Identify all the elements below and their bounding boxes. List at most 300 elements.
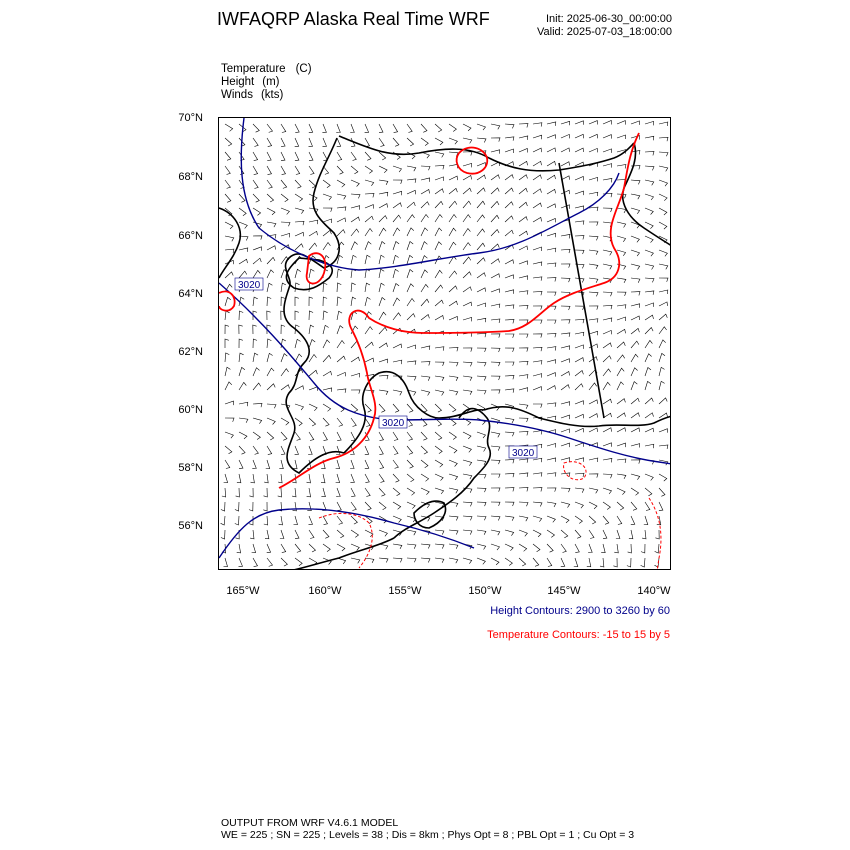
wind-barb [393, 203, 402, 208]
wind-barb [351, 166, 358, 174]
wind-barb [323, 219, 332, 223]
wind-barb [645, 194, 654, 200]
wind-barb [365, 138, 370, 147]
wind-barb [477, 273, 486, 278]
wind-barb [631, 194, 640, 199]
wind-barb [645, 340, 652, 348]
wind-barb [379, 327, 387, 334]
wind-barb [519, 375, 528, 379]
wind-barb [631, 413, 640, 418]
wind-barb [631, 278, 640, 283]
wind-barb [519, 276, 528, 280]
wind-barb [225, 166, 230, 175]
wind-barb [561, 458, 570, 462]
wind-barb [295, 311, 299, 320]
wind-barb [393, 390, 402, 395]
wind-barb [463, 272, 471, 278]
wind-barb [407, 270, 413, 279]
wind-barb [265, 530, 269, 539]
wind-barb [321, 488, 325, 497]
wind-barb [435, 316, 444, 321]
wind-barb [449, 242, 456, 250]
wind-barb [519, 175, 528, 180]
wind-barb [601, 544, 605, 553]
wind-barb [267, 353, 273, 362]
wind-barb [519, 404, 528, 409]
wind-barb [239, 248, 248, 252]
wind-barb [336, 124, 340, 133]
wind-barb [421, 190, 430, 195]
wind-barb [225, 222, 233, 229]
wind-barb [603, 135, 612, 139]
wind-barb [309, 516, 313, 525]
wind-barb [309, 231, 318, 236]
wind-barb [365, 205, 374, 209]
wind-barb [323, 297, 327, 306]
wind-barb [309, 269, 314, 278]
wind-barb [421, 376, 430, 381]
wind-barb [519, 291, 528, 295]
wind-barb [491, 376, 500, 380]
wind-barb [351, 357, 360, 362]
wind-barb [617, 317, 626, 321]
wind-barb [617, 292, 626, 296]
wind-barb [421, 242, 427, 250]
wind-barb [533, 558, 539, 566]
wind-barb [631, 354, 638, 362]
wind-barb [505, 516, 514, 521]
wind-barb [225, 236, 234, 241]
wind-barb [295, 194, 303, 201]
wind-barb [631, 250, 640, 256]
wind-barb [533, 189, 542, 194]
wind-barb [281, 138, 285, 147]
wind-barb [281, 369, 289, 376]
wind-barb [252, 460, 256, 469]
wind-barb [379, 390, 388, 395]
wind-barb [281, 208, 289, 214]
wind-barb [519, 217, 527, 222]
wind-barb [239, 558, 243, 567]
wind-barb [589, 331, 598, 335]
wind-barb [309, 544, 316, 552]
height-contour-north [219, 283, 671, 464]
wind-barb [278, 474, 282, 483]
wind-barb [631, 502, 637, 510]
wind-barb [379, 269, 384, 278]
wind-barb [449, 516, 458, 521]
wind-barb [337, 180, 345, 187]
wind-barb [407, 299, 414, 307]
wind-barb [631, 460, 640, 464]
wind-barb [519, 473, 528, 477]
wind-barb [249, 502, 253, 511]
temperature-contours [219, 133, 661, 570]
wind-barb [279, 460, 283, 469]
wind-barb [435, 201, 443, 208]
wind-barb [561, 530, 568, 538]
wind-barb [463, 287, 472, 292]
wind-barb [253, 297, 258, 306]
wind-barb [547, 544, 553, 552]
wind-barb [267, 152, 271, 161]
wind-barb [407, 179, 416, 183]
wind-barb [505, 544, 513, 551]
wind-barb [449, 124, 456, 132]
wind-barb [379, 343, 388, 348]
wind-barb [407, 215, 415, 222]
wind-barb [575, 544, 579, 553]
wind-barb [407, 502, 415, 509]
wind-barb [407, 558, 416, 562]
wind-barb [295, 180, 301, 188]
wind-barb [505, 305, 514, 309]
wind-barb [379, 255, 384, 264]
wind-barb [267, 339, 271, 348]
wind-barb [491, 474, 500, 478]
wind-barb [421, 270, 428, 278]
wind-barb [435, 228, 442, 236]
wind-barb [617, 459, 626, 463]
wind-barb [421, 432, 427, 440]
wind-barb [505, 348, 514, 352]
wind-barb [477, 446, 486, 452]
wind-barb [252, 544, 256, 553]
wind-barb [659, 474, 667, 481]
wind-barb [295, 232, 304, 236]
wind-barb [393, 298, 400, 306]
wind-barb [337, 389, 346, 393]
wind-barb [253, 403, 262, 407]
wind-barb [435, 347, 444, 351]
wind-barb [477, 215, 485, 222]
wind-barb [435, 474, 443, 481]
wind-barb [435, 376, 444, 381]
wind-barb [421, 166, 430, 170]
wind-barb [407, 432, 413, 440]
wind-barb [351, 229, 359, 236]
wind-barb [337, 530, 344, 538]
wind-barb [561, 385, 569, 390]
wind-barb [365, 269, 370, 278]
wind-barb [491, 544, 500, 550]
wind-barb [225, 460, 230, 469]
wind-barb [449, 271, 457, 278]
field-temperature: Temperature (C) [221, 63, 312, 75]
wind-barb [617, 355, 625, 362]
wind-barb [337, 311, 342, 320]
wind-barb [477, 175, 486, 180]
wind-barb [407, 345, 416, 349]
field-legend [221, 63, 312, 102]
wind-barb [519, 246, 528, 250]
map-plot-area [218, 117, 671, 570]
wind-barb [309, 124, 313, 133]
wind-barb [533, 262, 542, 266]
wind-barb [253, 138, 258, 147]
wind-barb [321, 474, 325, 483]
wind-barb [631, 328, 639, 334]
wind-barb [603, 516, 609, 524]
wind-barb [421, 474, 429, 481]
wind-barb [659, 502, 663, 511]
wind-barb [589, 134, 598, 138]
wind-barb [449, 404, 456, 412]
wind-barb [617, 443, 626, 447]
wind-barb [575, 530, 581, 538]
wind-barb [463, 390, 472, 395]
wind-barb [519, 124, 528, 128]
wind-barb [659, 278, 668, 282]
wind-barb [421, 446, 428, 454]
wind-barb [603, 488, 612, 494]
wind-barb [393, 284, 399, 293]
field-height: Height (m) [221, 76, 280, 88]
wind-barb [659, 152, 668, 156]
wind-barb [365, 558, 374, 563]
wind-barb [266, 460, 270, 469]
wind-barb [561, 320, 570, 324]
wind-barb [267, 194, 274, 202]
wind-barb [435, 446, 442, 454]
wind-barb [533, 374, 542, 378]
wind-barb [295, 269, 301, 278]
wind-barb [463, 243, 471, 250]
wind-barb [547, 219, 556, 223]
wind-barb [589, 292, 598, 296]
wind-barb [505, 418, 514, 423]
wind-barb [239, 208, 246, 216]
wind-barb [547, 148, 556, 152]
wind-barb [533, 334, 542, 338]
wind-barb [449, 460, 457, 467]
temperature-contours-note: Temperature Contours: -15 to 15 by 5 [487, 629, 670, 641]
wind-barb [603, 208, 612, 212]
wind-barb [477, 288, 486, 292]
wind-barb [235, 516, 239, 525]
wind-barb [589, 222, 598, 226]
field-winds: Winds (kts) [221, 89, 284, 101]
wind-barb [631, 474, 640, 480]
wind-barb [589, 400, 598, 404]
chukotka-coast [219, 208, 240, 278]
wind-barb [659, 367, 665, 376]
wind-barb [393, 124, 398, 133]
wind-barb [547, 360, 556, 364]
wind-barb [337, 230, 345, 236]
wind-barb [225, 180, 230, 188]
wind-barb [631, 208, 640, 214]
wind-barb [645, 166, 654, 170]
wind-barb [491, 446, 500, 451]
wind-barb [589, 383, 597, 390]
wind-barb [225, 194, 231, 202]
wind-barb [603, 474, 612, 478]
wind-barb [589, 474, 598, 478]
wind-barb [547, 473, 556, 477]
wind-barb [561, 121, 570, 125]
wind-barb [253, 383, 261, 390]
wind-barb [253, 166, 258, 175]
wind-barb [435, 460, 443, 467]
wind-barb [617, 488, 625, 495]
wind-barb [407, 138, 414, 146]
wind-barb [435, 544, 444, 549]
wind-barb [449, 474, 458, 480]
model-info-footer [221, 817, 634, 841]
wind-barb [337, 516, 343, 524]
wind-barb [491, 530, 500, 535]
wind-barb [323, 243, 330, 251]
wind-barb [239, 271, 247, 278]
wind-barb [505, 460, 514, 464]
wind-barb [351, 242, 358, 250]
wind-barb [253, 180, 258, 189]
wind-barb [477, 390, 486, 394]
wind-barb [393, 544, 402, 549]
wind-barb [463, 558, 472, 564]
wind-barb [463, 163, 472, 167]
wind-barb [365, 488, 370, 497]
wind-barb [351, 544, 359, 551]
wind-barb [561, 333, 570, 337]
wind-barb [641, 544, 645, 553]
wind-barb [519, 544, 527, 551]
wind-barb [533, 404, 542, 408]
wind-barb [351, 283, 356, 292]
wind-barb [631, 341, 639, 348]
wind-barb [393, 255, 399, 264]
wind-barb [407, 474, 414, 482]
height-contours-note: Height Contours: 2900 to 3260 by 60 [490, 605, 670, 617]
wind-barb [477, 303, 486, 307]
wind-barb [547, 263, 556, 267]
wind-barb [589, 428, 598, 432]
wind-barb [253, 418, 262, 424]
wind-barb [379, 544, 388, 549]
footer-model-line: OUTPUT FROM WRF V4.6.1 MODEL [221, 817, 399, 829]
wind-barb [236, 488, 240, 497]
wind-barb [505, 275, 514, 279]
wind-barb [264, 516, 268, 525]
wind-barb [659, 445, 668, 449]
wind-barb [463, 376, 472, 381]
wind-barb [225, 382, 232, 390]
wind-barb [561, 402, 570, 406]
wind-barb [589, 306, 598, 310]
wind-barb [379, 298, 385, 307]
wind-barb [659, 314, 667, 320]
wind-barb [309, 355, 317, 363]
wind-barb [575, 121, 584, 125]
wind-barb [547, 347, 556, 351]
wind-barb [239, 460, 243, 469]
contour-label-3020-center: 3020 [382, 418, 405, 429]
wind-barb [575, 414, 584, 418]
wind-barb [617, 121, 626, 125]
wind-barb [641, 558, 645, 567]
wind-barb [393, 446, 398, 455]
wind-barb [519, 530, 527, 536]
wind-barb [547, 278, 556, 282]
wind-barb [421, 202, 429, 208]
wind-barb [365, 474, 369, 483]
wind-barb [365, 242, 371, 250]
wind-barb [491, 289, 500, 293]
wind-barb [421, 228, 428, 236]
wind-barb [393, 488, 400, 496]
wind-barb [533, 431, 542, 435]
wind-barb [351, 432, 355, 441]
wind-barb [603, 149, 612, 153]
wind-barb [407, 404, 413, 412]
wind-barb [519, 388, 528, 392]
wind-barb [645, 250, 653, 256]
wind-barb [613, 558, 617, 567]
wind-barb [589, 236, 598, 240]
wind-barb [295, 404, 304, 410]
wind-barb [267, 257, 275, 264]
wind-barb [617, 382, 624, 390]
wind-barb [645, 328, 653, 335]
wind-barb [547, 558, 552, 567]
wind-barb [645, 381, 651, 390]
wind-barb [575, 458, 584, 462]
wind-barb [350, 124, 354, 133]
wind-barb [281, 385, 290, 390]
wind-barb [533, 161, 542, 166]
wind-barb [253, 236, 262, 240]
wind-barb [323, 432, 327, 441]
wind-barb [575, 358, 584, 362]
wind-barb [645, 121, 654, 125]
lon-label-150: 150°W [468, 585, 502, 597]
wind-barb [393, 228, 400, 236]
wind-barb [477, 502, 486, 506]
wind-barb [421, 362, 430, 366]
lat-label-64: 64°N [178, 288, 203, 300]
wind-barb [379, 166, 387, 173]
wind-barb [561, 278, 570, 282]
wind-barb [645, 303, 654, 307]
wind-barb [561, 249, 570, 253]
wind-barb [449, 446, 457, 453]
wind-barb [225, 124, 233, 131]
wind-barb [239, 311, 243, 320]
wind-barb [617, 502, 624, 510]
wind-barb [295, 386, 304, 390]
wind-barb [561, 162, 570, 166]
wind-barb [365, 124, 369, 133]
wind-barb [435, 189, 444, 194]
wind-barb [379, 359, 388, 363]
wind-barb [421, 299, 429, 306]
wind-barb [225, 401, 234, 405]
map-canvas [219, 118, 671, 570]
wind-barb [631, 316, 640, 320]
wind-barb [337, 418, 343, 426]
wind-barb [547, 248, 556, 252]
wind-barb [281, 325, 285, 334]
wind-barb [533, 502, 542, 507]
wind-barb [644, 516, 648, 525]
wind-barb [267, 384, 275, 390]
wind-barb [239, 402, 248, 406]
wind-barb [519, 188, 527, 194]
wind-barb [628, 544, 632, 553]
wind-barb [603, 318, 612, 322]
wind-barb [645, 474, 653, 480]
